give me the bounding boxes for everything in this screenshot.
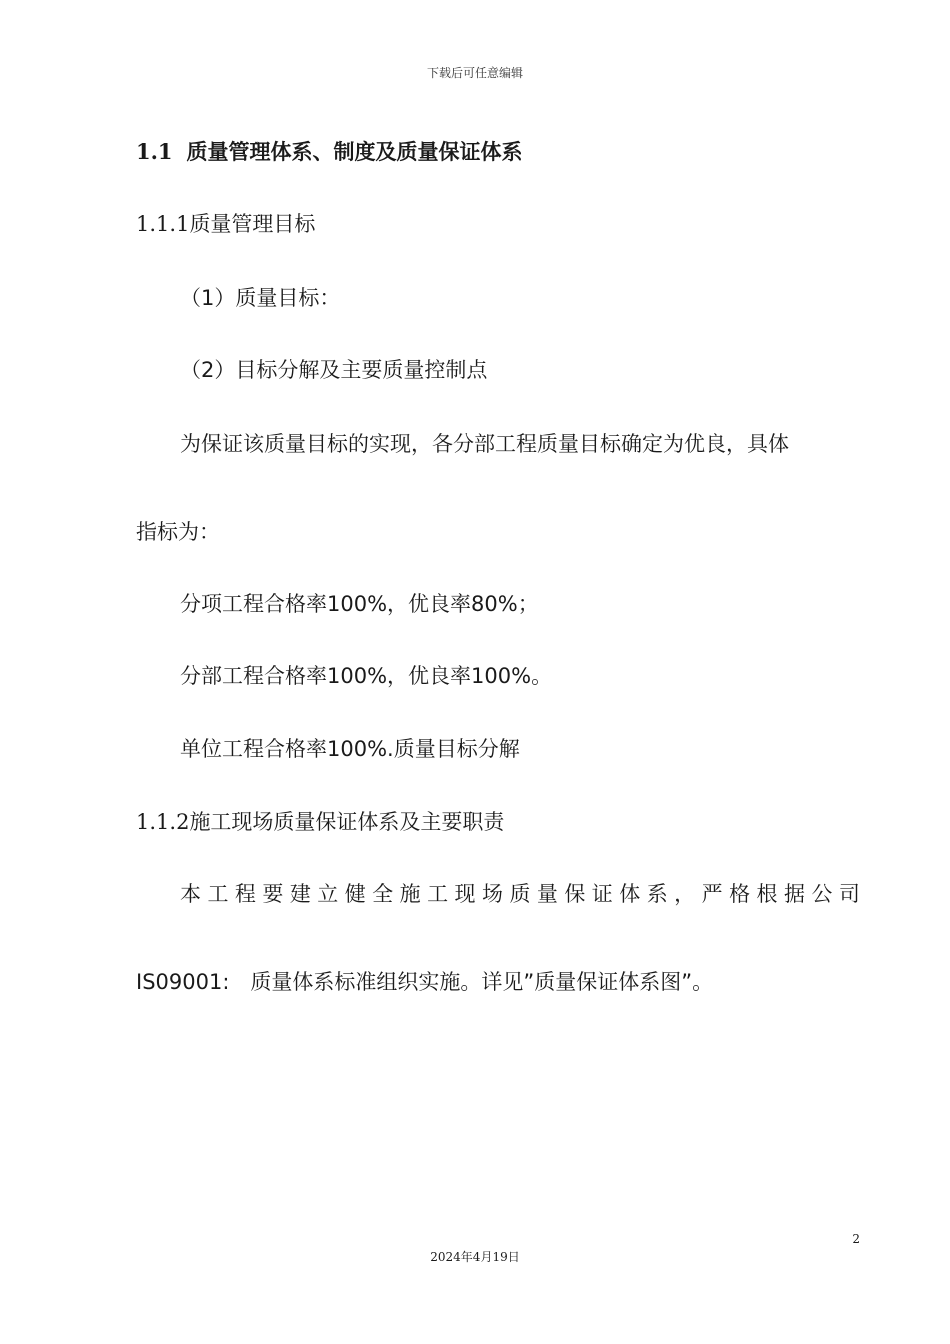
paragraph-2-char: 建: [289, 882, 311, 906]
subsection-number-1: 1.1.1: [136, 212, 190, 236]
paragraph-2-char: 严: [701, 882, 723, 906]
item-goal-breakdown: （2）目标分解及主要质量控制点: [180, 358, 488, 382]
paragraph-2-char: 证: [591, 882, 613, 906]
paragraph-2-char: 量: [536, 882, 558, 906]
paragraph-2-char: 公: [811, 882, 833, 906]
subsection-title-1: 质量管理目标: [189, 212, 316, 236]
item-quality-goal: （1）质量目标：: [180, 286, 341, 310]
paragraph-2-char: 司: [838, 882, 860, 906]
paragraph-2-line-1: [180, 878, 860, 908]
paragraph-2-char: ，: [674, 882, 696, 906]
paragraph-2-char: 全: [372, 882, 394, 906]
paragraph-2-char: 程: [234, 882, 256, 906]
rate-unit: 单位工程合格率100%.质量目标分解: [180, 737, 520, 761]
footer-date: 2024年4月19日: [430, 1250, 520, 1264]
rate-division: 分部工程合格率100%，优良率100%。: [180, 664, 553, 688]
paragraph-1-line-2: 指标为：: [136, 520, 220, 544]
section-heading: [136, 136, 523, 166]
paragraph-2-char: 质: [509, 882, 531, 906]
paragraph-2-char: 格: [729, 882, 751, 906]
subsection-title-2: 施工现场质量保证体系及主要职责: [189, 810, 505, 834]
section-number: 1.1: [136, 139, 173, 164]
paragraph-2-char: 立: [317, 882, 339, 906]
paragraph-2-char: 系: [646, 882, 668, 906]
paragraph-2-char: 本: [180, 882, 201, 906]
paragraph-2-char: 现: [454, 882, 476, 906]
section-title: 质量管理体系、制度及质量保证体系: [186, 140, 523, 164]
rate-sub-item: 分项工程合格率100%，优良率80%；: [180, 592, 539, 616]
paragraph-2-char: 要: [262, 882, 284, 906]
paragraph-2-char: 工: [207, 882, 229, 906]
subsection-number-2: 1.1.2: [136, 810, 190, 834]
paragraph-2-char: 保: [564, 882, 586, 906]
paragraph-2-char: 体: [619, 882, 641, 906]
header-note: 下载后可任意编辑: [426, 66, 523, 80]
paragraph-2-char: 据: [783, 882, 805, 906]
paragraph-2-char: 工: [427, 882, 449, 906]
paragraph-2-char: 施: [399, 882, 421, 906]
paragraph-2-char: 健: [344, 882, 366, 906]
paragraph-2-char: 根: [756, 882, 778, 906]
paragraph-2-char: 场: [481, 882, 503, 906]
paragraph-1-line-1: 为保证该质量目标的实现，各分部工程质量目标确定为优良，具体: [180, 432, 789, 456]
subsection-heading-2: [136, 806, 504, 836]
paragraph-2-line-2: IS09001: 质量体系标准组织实施。详见”质量保证体系图”。: [136, 970, 714, 994]
page-number: 2: [852, 1232, 860, 1246]
subsection-heading-1: [136, 208, 315, 238]
